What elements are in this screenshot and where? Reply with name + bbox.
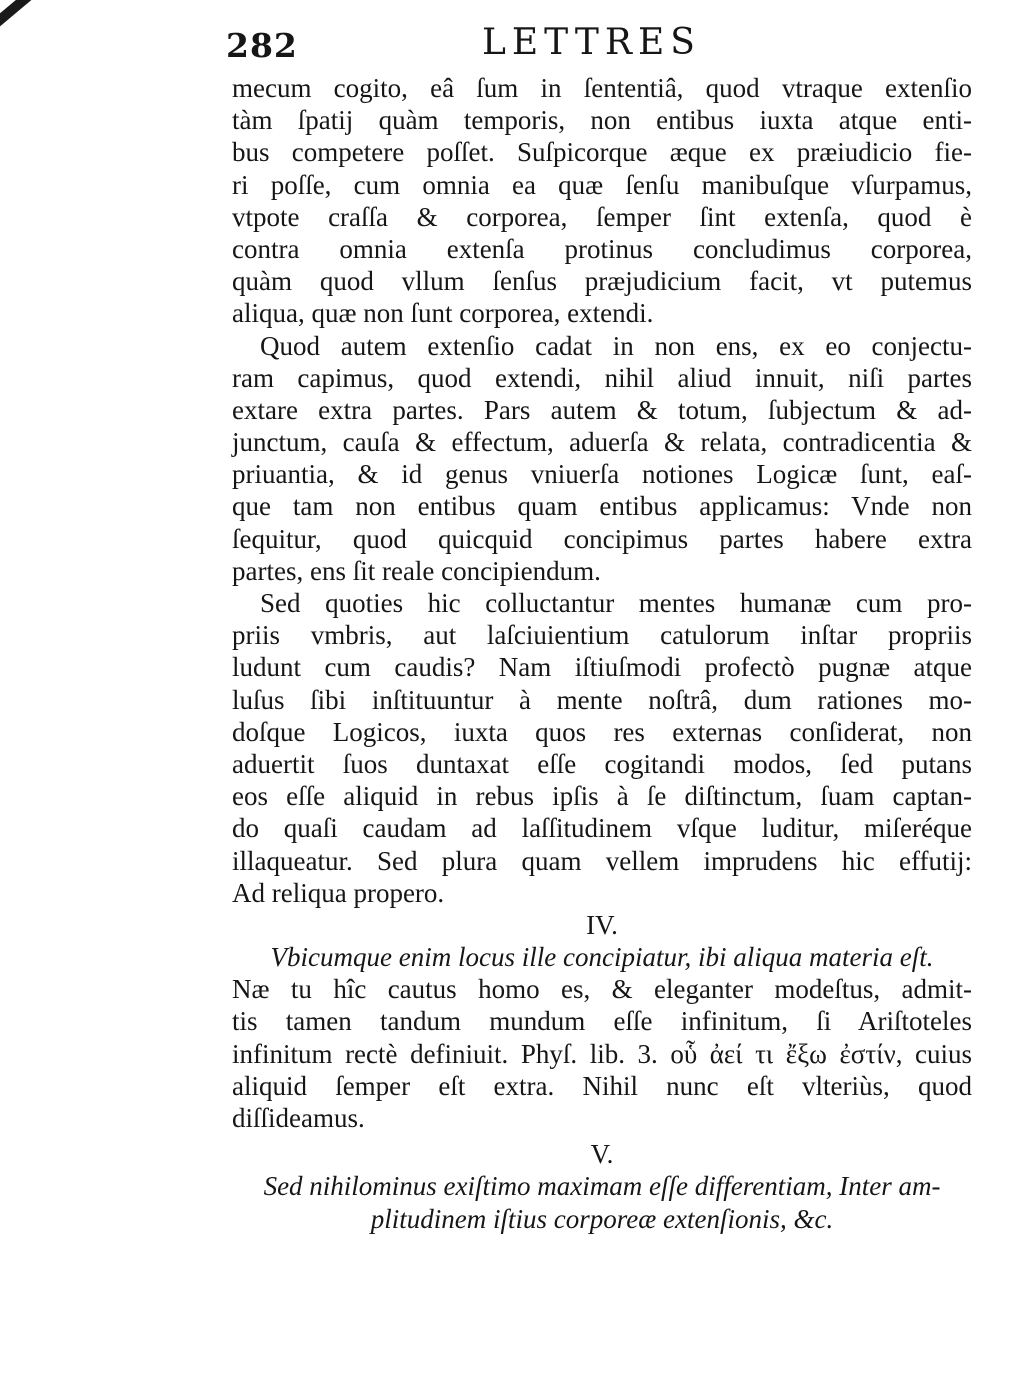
- section-heading: IV.: [586, 909, 618, 940]
- text-line: do quaſi caudam ad laſſitudinem vſque luditur, miſeréque: [232, 813, 972, 844]
- text-line: Quod autem extenſio cadat in non ens, ex eo conjectu-: [260, 330, 972, 361]
- text-line: aduertit ſuos duntaxat eſſe cogitandi modos, ſed putans: [232, 748, 972, 779]
- text-line: Ad reliqua propero.: [232, 877, 445, 908]
- text-line: tis tamen tandum mundum eſſe infinitum, ſi Ariſtoteles: [232, 1006, 972, 1037]
- quoted-passage: Vbicumque enim locus ille concipiatur, ibi aliqua materia eſt.: [270, 942, 934, 973]
- text-line: ri poſſe, cum omnia ea quæ ſenſu manibuſque vſurpamus,: [232, 169, 972, 200]
- text-line: illaqueatur. Sed plura quam vellem imprudens hic effutij:: [232, 845, 972, 876]
- text-line: ſequitur, quod quicquid concipimus partes habere extra: [232, 523, 972, 554]
- paragraph-2: [232, 330, 972, 588]
- section-v: [232, 1138, 972, 1235]
- text-line: Sed quoties hic colluctantur mentes humanæ cum pro-: [260, 588, 972, 618]
- text-line: ram capimus, quod extendi, nihil aliud innuit, niſi partes: [232, 362, 972, 393]
- text-line: partes, ens ſit reale concipiendum.: [232, 555, 601, 586]
- quoted-passage: Sed nihilominus exiſtimo maximam eſſe differentiam, Inter am-: [263, 1171, 941, 1202]
- text-line: priuantia, & id genus vniuerſa notiones Logicæ ſunt, eaſ-: [232, 459, 972, 490]
- text-line: contra omnia extenſa protinus concludimus corporea,: [232, 233, 972, 264]
- text-line: Næ tu hîc cautus homo es, & eleganter modeſtus, admit-: [232, 974, 972, 1005]
- page-number: 282: [226, 26, 298, 65]
- text-line: bus competere poſſet. Suſpicorque æque ex præiudicio fie-: [232, 137, 972, 168]
- text-line: priis vmbris, aut laſciuientium catulorum inſtar propriis: [232, 620, 972, 651]
- text-line: aliquid ſemper eſt extra. Nihil nunc eſt vlteriùs, quod: [232, 1070, 972, 1101]
- body-text: [232, 72, 972, 1235]
- section-iv: [232, 909, 972, 1134]
- quoted-passage: plitudinem iſtius corporeæ extenſionis, &c.: [370, 1203, 834, 1234]
- text-line: junctum, cauſa & effectum, aduerſa & relata, contradicentia &: [232, 427, 972, 458]
- text-line: luſus ſibi inſtituuntur à mente noſtrâ, dum rationes mo-: [232, 684, 972, 715]
- paragraph-3: [232, 587, 972, 909]
- text-line: ludunt cum caudis? Nam iſtiuſmodi profectò pugnæ atque: [232, 652, 972, 683]
- running-head: LETTRES: [482, 22, 701, 63]
- section-heading: V.: [590, 1139, 614, 1170]
- text-line: quàm quod vllum ſenſus præjudicium facit, vt putemus: [232, 266, 972, 297]
- text-line: eos eſſe aliquid in rebus ipſis à ſe diſtinctum, ſuam captan-: [232, 781, 972, 812]
- text-line: doſque Logicos, iuxta quos res externas conſiderat, non: [232, 716, 972, 747]
- paragraph-1: [232, 72, 972, 330]
- text-line: diſſideamus.: [232, 1103, 365, 1133]
- text-line: extare extra partes. Pars autem & totum, ſubjectum & ad-: [232, 394, 972, 425]
- text-line: infinitum rectè definiuit. Phyſ. lib. 3. οὗ ἀεί τι ἔξω ἐστίν, cuius: [232, 1038, 972, 1069]
- text-line: aliqua, quæ non ſunt corporea, extendi.: [232, 298, 654, 329]
- text-line: que tam non entibus quam entibus applicamus: Vnde non: [232, 491, 972, 522]
- text-line: vtpote craſſa & corporea, ſemper ſint extenſa, quod è: [232, 201, 972, 232]
- text-line: tàm ſpatij quàm temporis, non entibus iuxta atque enti-: [232, 105, 972, 136]
- page-edge-mark: [0, 0, 88, 49]
- text-line: mecum cogito, eâ ſum in ſententiâ, quod vtraque extenſio: [232, 73, 972, 103]
